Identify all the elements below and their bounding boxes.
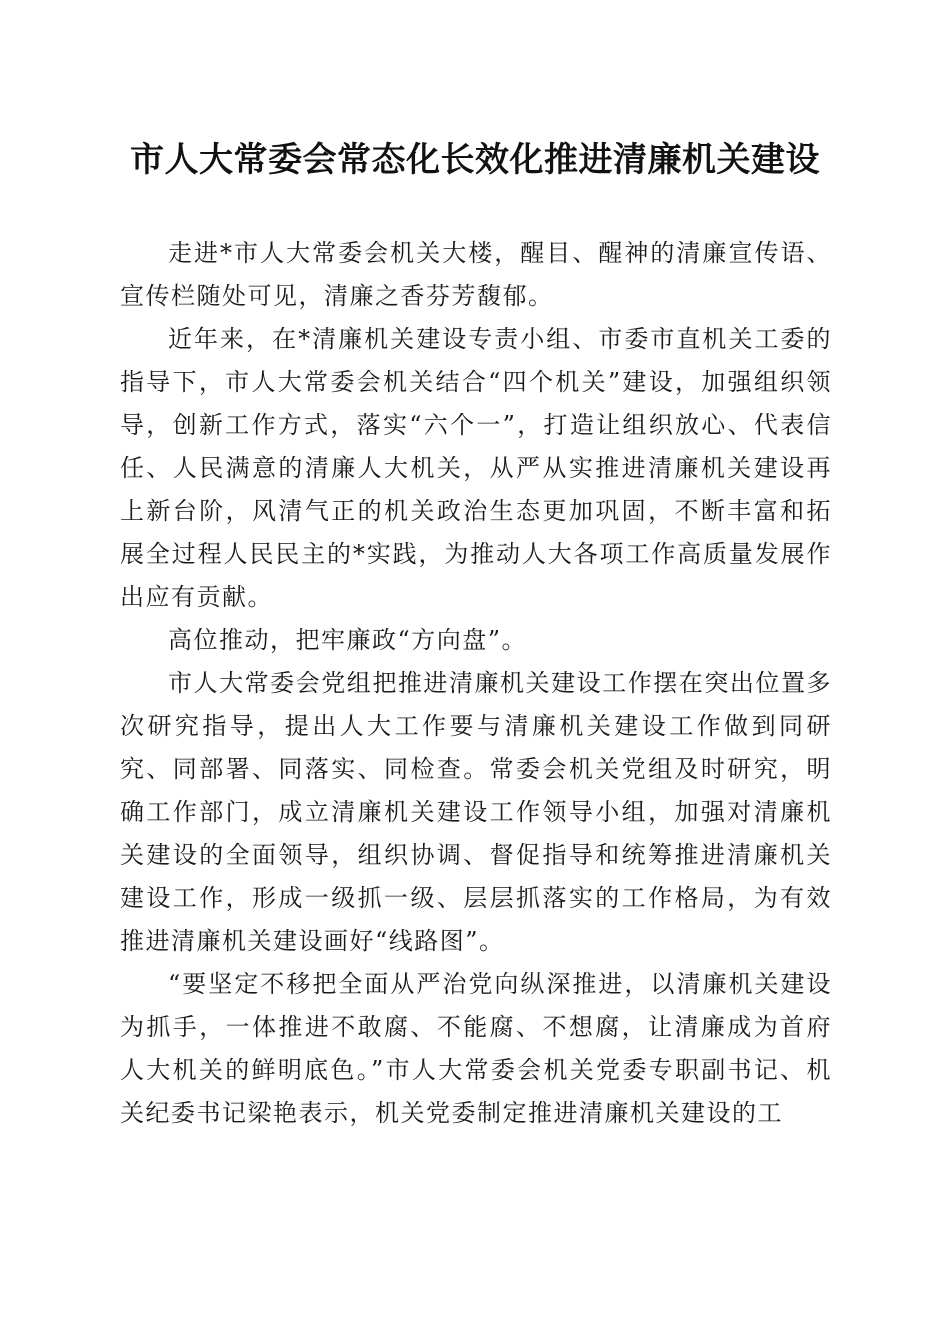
section-heading-high-level-push: 高位推动，把牢廉政“方向盘”。 [168,626,528,654]
paragraph-intro: 走进*市人大常委会机关大楼，醒目、醒神的清廉宣传语、宣传栏随处可见，清廉之香芬芳馥郁。 [120,239,832,310]
document-title: 市人大常委会常态化长效化推进清廉机关建设 [130,140,820,180]
document-body [120,232,832,1135]
paragraph-overview: 近年来，在*清廉机关建设专责小组、市委市直机关工委的指导下，市人大常委会机关结合“四个机关”建设，加强组织领导，创新工作方式，落实“六个一”，打造让组织放心、代表信任、人民满意的清廉人大机关，从严从实推进清廉机关建设再上新台阶，风清气正的机关政治生态更加巩固，不断丰富和拓展全过程人民民主的*实践，为推动人大各项工作高质量发展作出应有贡献。 [120,325,832,611]
paragraph-party-group: 市人大常委会党组把推进清廉机关建设工作摆在突出位置多次研究指导，提出人大工作要与清廉机关建设工作做到同研究、同部署、同落实、同检查。常委会机关党组及时研究，明确工作部门，成立清廉机关建设工作领导小组，加强对清廉机关建设的全面领导，组织协调、督促指导和统筹推进清廉机关建设工作，形成一级抓一级、层层抓落实的工作格局，为有效推进清廉机关建设画好“线路图”。 [120,669,832,955]
paragraph-quote: “要坚定不移把全面从严治党向纵深推进，以清廉机关建设为抓手，一体推进不敢腐、不能腐、不想腐，让清廉成为首府人大机关的鲜明底色。”市人大常委会机关党委专职副书记、机关纪委书记梁艳表示，机关党委制定推进清廉机关建设的工 [120,970,832,1127]
